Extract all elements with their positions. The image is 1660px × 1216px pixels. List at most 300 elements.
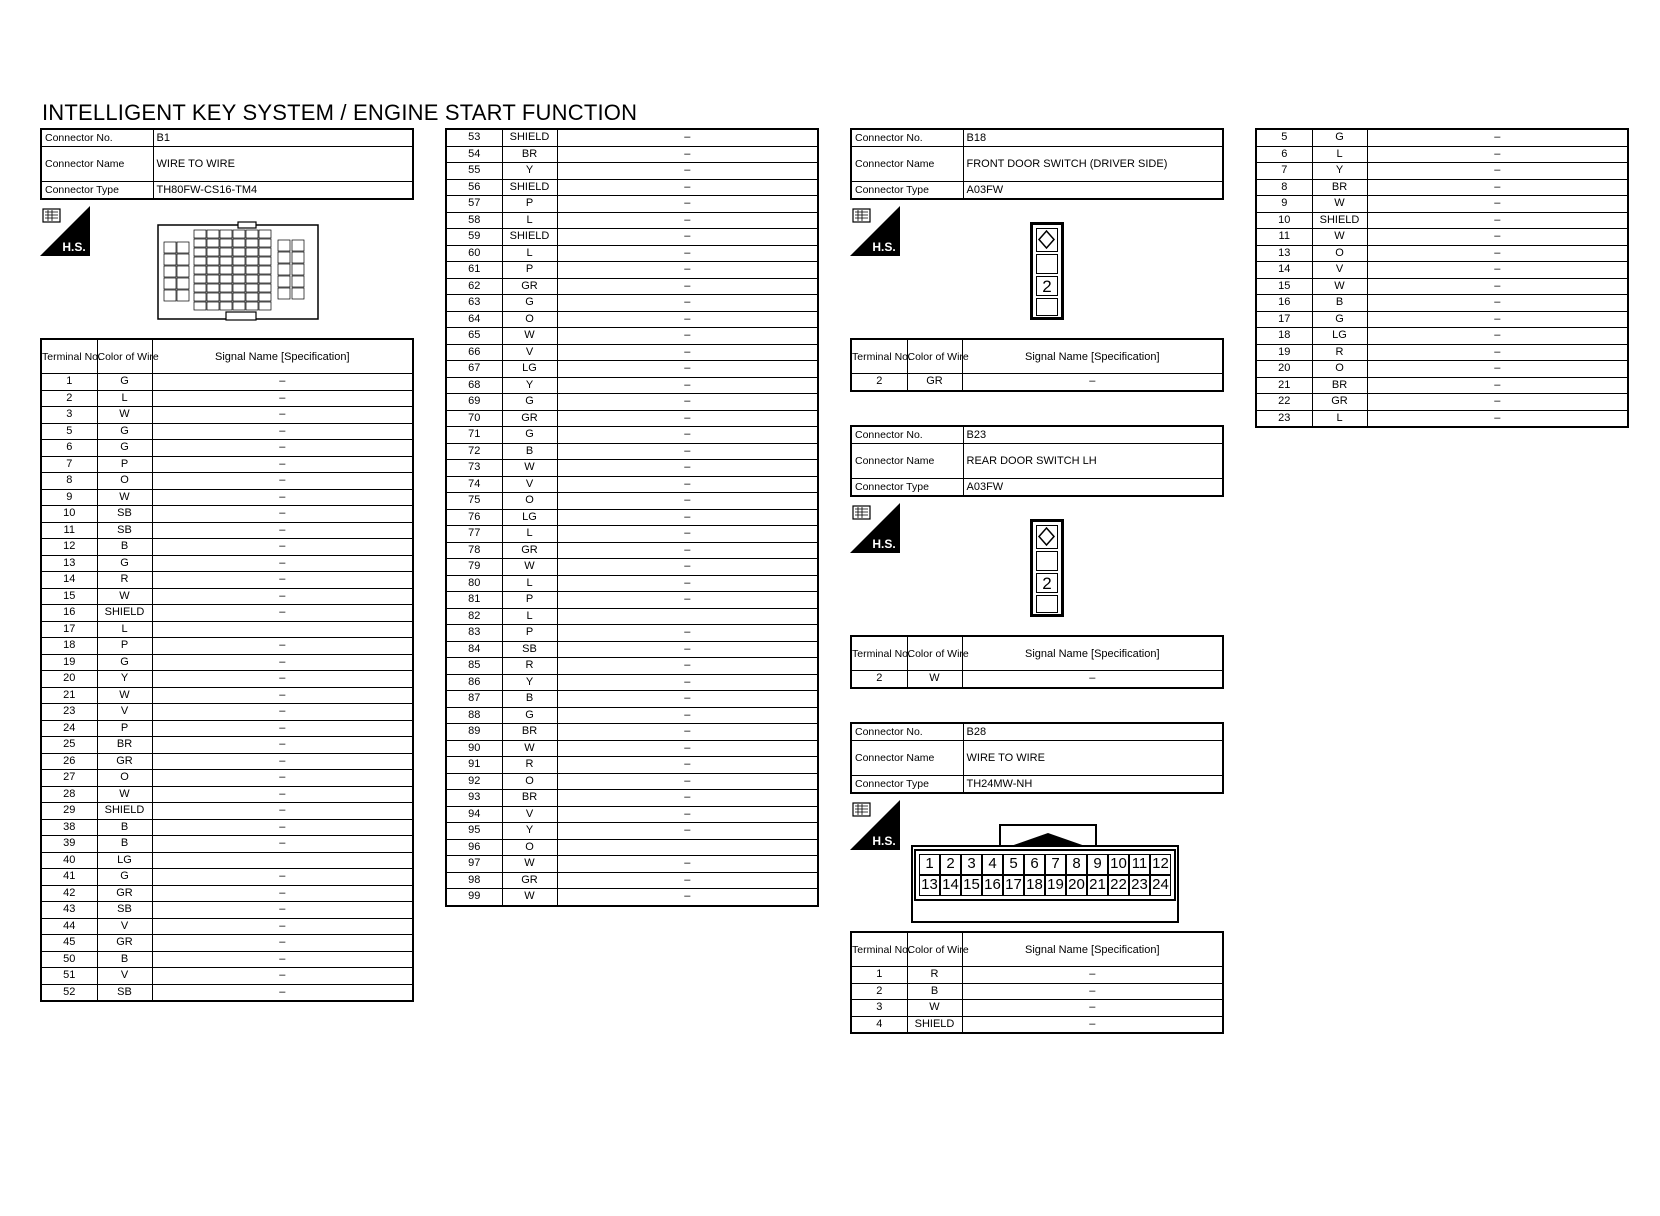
- wire-color-cell: SB: [97, 522, 152, 539]
- signal-name-cell: –: [557, 361, 818, 378]
- terminal-no-cell: 13: [41, 555, 97, 572]
- table-row: [41, 852, 413, 869]
- terminal-no-cell: 75: [446, 493, 502, 510]
- table-row: [446, 295, 818, 312]
- wire-color-cell: LG: [1312, 328, 1367, 345]
- signal-name-cell: –: [152, 869, 413, 886]
- signal-name-cell: –: [152, 654, 413, 671]
- signal-name-cell: –: [962, 1000, 1223, 1017]
- wire-color-cell: GR: [97, 935, 152, 952]
- b28-pin: 21: [1087, 875, 1108, 896]
- signal-name-cell: –: [1367, 196, 1628, 213]
- terminal-no-cell: 12: [41, 539, 97, 556]
- wire-color-cell: GR: [97, 885, 152, 902]
- connector-type-value: A03FW: [963, 479, 1223, 497]
- signal-name-cell: –: [557, 179, 818, 196]
- table-row: [446, 658, 818, 675]
- terminal-no-cell: 13: [1256, 245, 1312, 262]
- signal-name-cell: –: [152, 638, 413, 655]
- signal-name-cell: –: [1367, 212, 1628, 229]
- table-row: [41, 968, 413, 985]
- signal-name-cell: –: [557, 427, 818, 444]
- terminal-no-cell: 44: [41, 918, 97, 935]
- table-row: [446, 625, 818, 642]
- wire-color-cell: SHIELD: [502, 179, 557, 196]
- connector-type-label: Connector Type: [851, 182, 963, 200]
- signal-name-cell: –: [1367, 229, 1628, 246]
- table-row: [446, 212, 818, 229]
- wire-color-cell: SHIELD: [907, 1016, 962, 1033]
- table-row: [446, 674, 818, 691]
- wire-color-cell: O: [1312, 245, 1367, 262]
- connector-name-value: FRONT DOOR SWITCH (DRIVER SIDE): [963, 147, 1223, 182]
- wire-color-cell: G: [97, 440, 152, 457]
- table-row: [446, 559, 818, 576]
- signal-name-cell: –: [557, 559, 818, 576]
- table-row: [41, 687, 413, 704]
- terminal-no-cell: 63: [446, 295, 502, 312]
- terminal-no-cell: 38: [41, 819, 97, 836]
- signal-name-cell: –: [557, 146, 818, 163]
- connector-type-value: A03FW: [963, 182, 1223, 200]
- terminal-no-cell: 41: [41, 869, 97, 886]
- wire-color-cell: BR: [1312, 179, 1367, 196]
- signal-name-cell: –: [152, 522, 413, 539]
- signal-name-cell: –: [1367, 146, 1628, 163]
- wire-color-cell: O: [502, 493, 557, 510]
- wire-color-cell: V: [502, 344, 557, 361]
- signal-name-cell: –: [557, 856, 818, 873]
- signal-name-cell: –: [557, 575, 818, 592]
- terminal-no-cell: 97: [446, 856, 502, 873]
- terminal-no-cell: 26: [41, 753, 97, 770]
- signal-name-cell: –: [1367, 295, 1628, 312]
- table-row: [446, 493, 818, 510]
- table-row: [446, 410, 818, 427]
- wire-color-cell: B: [97, 951, 152, 968]
- b28-pin: 15: [961, 875, 982, 896]
- b28-continued-section: [1255, 128, 1629, 428]
- wire-color-cell: L: [502, 212, 557, 229]
- b28-pin: 13: [919, 875, 940, 896]
- wire-color-cell: BR: [502, 146, 557, 163]
- b28-pin: 24: [1150, 875, 1171, 896]
- signal-name-cell: –: [152, 473, 413, 490]
- terminal-no-cell: 15: [41, 588, 97, 605]
- b28-pin: 2: [940, 854, 961, 875]
- wire-color-cell: L: [1312, 146, 1367, 163]
- wire-color-cell: BR: [1312, 377, 1367, 394]
- wire-color-cell: SHIELD: [1312, 212, 1367, 229]
- table-row: [446, 839, 818, 856]
- terminal-no-cell: 15: [1256, 278, 1312, 295]
- terminal-no-cell: 43: [41, 902, 97, 919]
- terminal-no-cell: 99: [446, 889, 502, 906]
- table-row: [41, 539, 413, 556]
- wire-color-cell: Y: [97, 671, 152, 688]
- terminal-no-cell: 9: [1256, 196, 1312, 213]
- signal-name-cell: –: [557, 806, 818, 823]
- b28-pin: 4: [982, 854, 1003, 875]
- table-row: [41, 605, 413, 622]
- signal-name-cell: –: [152, 440, 413, 457]
- wire-color-cell: P: [97, 720, 152, 737]
- table-row: [1256, 410, 1628, 427]
- terminal-no-cell: 10: [1256, 212, 1312, 229]
- wire-color-cell: R: [502, 757, 557, 774]
- signal-name-cell: –: [962, 1016, 1223, 1033]
- table-row: [851, 1000, 1223, 1017]
- connector-no-value: B18: [963, 129, 1223, 147]
- wire-color-cell: G: [97, 555, 152, 572]
- wire-color-cell: V: [97, 968, 152, 985]
- signal-name-cell: –: [152, 588, 413, 605]
- terminal-no-cell: 59: [446, 229, 502, 246]
- b28-pin: 20: [1066, 875, 1087, 896]
- wire-color-cell: O: [502, 773, 557, 790]
- table-row: [446, 790, 818, 807]
- terminal-no-cell: 19: [41, 654, 97, 671]
- signal-name-cell: –: [557, 542, 818, 559]
- connector-name-value: REAR DOOR SWITCH LH: [963, 444, 1223, 479]
- b28-pin: 18: [1024, 875, 1045, 896]
- terminal-no-cell: 3: [41, 407, 97, 424]
- table-row: [446, 311, 818, 328]
- signal-name-cell: –: [557, 278, 818, 295]
- terminal-no-cell: 83: [446, 625, 502, 642]
- wire-color-cell: W: [97, 489, 152, 506]
- table-row: [41, 572, 413, 589]
- table-row: [41, 737, 413, 754]
- wire-color-cell: W: [502, 460, 557, 477]
- terminal-no-cell: 20: [1256, 361, 1312, 378]
- b18-section: [850, 128, 1224, 200]
- signal-name-cell: [557, 839, 818, 856]
- wire-color-cell: W: [502, 740, 557, 757]
- wire-color-cell: G: [1312, 129, 1367, 146]
- signal-name-cell: –: [557, 658, 818, 675]
- table-row: [446, 129, 818, 146]
- signal-name-cell: –: [962, 983, 1223, 1000]
- signal-name-cell: –: [557, 295, 818, 312]
- terminal-no-cell: 25: [41, 737, 97, 754]
- terminal-no-cell: 57: [446, 196, 502, 213]
- wire-color-cell: W: [97, 588, 152, 605]
- signal-name-cell: –: [557, 641, 818, 658]
- signal-name-cell: –: [557, 740, 818, 757]
- table-row: [41, 836, 413, 853]
- connector-type-value: TH80FW-CS16-TM4: [153, 182, 413, 200]
- terminal-no-header: Terminal No.: [851, 339, 907, 374]
- wire-color-cell: W: [97, 786, 152, 803]
- hs-icon: [850, 206, 900, 256]
- terminal-no-cell: 86: [446, 674, 502, 691]
- wire-color-cell: B: [502, 691, 557, 708]
- signal-name-cell: –: [557, 262, 818, 279]
- wire-color-cell: W: [502, 856, 557, 873]
- signal-name-cell: [557, 608, 818, 625]
- table-row: [41, 803, 413, 820]
- terminal-no-cell: 64: [446, 311, 502, 328]
- signal-name-cell: –: [557, 757, 818, 774]
- b28-pin: 6: [1024, 854, 1045, 875]
- wire-color-cell: BR: [502, 790, 557, 807]
- wire-color-cell: B: [97, 836, 152, 853]
- table-row: [1256, 278, 1628, 295]
- wire-color-cell: B: [502, 443, 557, 460]
- signal-name-cell: –: [152, 968, 413, 985]
- signal-name-cell: –: [557, 773, 818, 790]
- signal-name-cell: –: [1367, 262, 1628, 279]
- table-row: [446, 724, 818, 741]
- terminal-no-cell: 62: [446, 278, 502, 295]
- wire-color-cell: L: [502, 245, 557, 262]
- table-row: [41, 506, 413, 523]
- b28-pin: 22: [1108, 875, 1129, 896]
- terminal-no-cell: 11: [41, 522, 97, 539]
- signal-name-cell: –: [1367, 163, 1628, 180]
- b28-pin: 10: [1108, 854, 1129, 875]
- table-row: [1256, 245, 1628, 262]
- table-row: [41, 753, 413, 770]
- terminal-no-cell: 22: [1256, 394, 1312, 411]
- table-row: [41, 555, 413, 572]
- terminal-no-cell: 19: [1256, 344, 1312, 361]
- signal-name-cell: –: [557, 163, 818, 180]
- wire-color-cell: G: [97, 654, 152, 671]
- color-of-wire-header: Color of Wire: [97, 339, 152, 374]
- signal-name-cell: –: [152, 984, 413, 1001]
- terminal-no-cell: 66: [446, 344, 502, 361]
- signal-name-cell: –: [1367, 361, 1628, 378]
- svg-text:H.S.: H.S.: [872, 537, 896, 551]
- wire-color-cell: LG: [502, 361, 557, 378]
- signal-name-cell: –: [152, 671, 413, 688]
- signal-name-cell: –: [557, 625, 818, 642]
- terminal-no-cell: 85: [446, 658, 502, 675]
- connector-no-label: Connector No.: [851, 426, 963, 444]
- table-row: [446, 740, 818, 757]
- terminal-no-cell: 6: [41, 440, 97, 457]
- table-row: [851, 983, 1223, 1000]
- signal-name-cell: –: [557, 328, 818, 345]
- terminal-no-cell: 24: [41, 720, 97, 737]
- table-row: [851, 967, 1223, 984]
- terminal-no-header: Terminal No.: [851, 636, 907, 671]
- terminal-no-cell: 54: [446, 146, 502, 163]
- signal-name-cell: –: [557, 823, 818, 840]
- wire-color-cell: GR: [97, 753, 152, 770]
- terminal-no-cell: 21: [1256, 377, 1312, 394]
- terminal-no-cell: 80: [446, 575, 502, 592]
- terminal-no-cell: 91: [446, 757, 502, 774]
- wire-color-cell: G: [97, 423, 152, 440]
- terminal-no-cell: 27: [41, 770, 97, 787]
- wire-color-cell: SHIELD: [502, 129, 557, 146]
- b23-connector-face: [1030, 519, 1064, 617]
- b28-section: [850, 722, 1224, 794]
- signal-name-cell: –: [152, 753, 413, 770]
- terminal-no-cell: 90: [446, 740, 502, 757]
- terminal-no-cell: 2: [851, 374, 907, 391]
- signal-name-cell: –: [557, 129, 818, 146]
- table-row: [851, 374, 1223, 391]
- wire-color-cell: W: [907, 671, 962, 688]
- b28-pin: 3: [961, 854, 982, 875]
- terminal-no-cell: 23: [41, 704, 97, 721]
- wire-color-cell: SHIELD: [502, 229, 557, 246]
- signal-name-cell: –: [557, 377, 818, 394]
- wire-color-cell: R: [502, 658, 557, 675]
- terminal-no-cell: 76: [446, 509, 502, 526]
- table-row: [1256, 361, 1628, 378]
- wire-color-cell: P: [502, 625, 557, 642]
- signal-name-cell: –: [557, 443, 818, 460]
- wire-color-cell: G: [502, 295, 557, 312]
- connector-name-value: WIRE TO WIRE: [963, 741, 1223, 776]
- table-row: [446, 641, 818, 658]
- terminal-no-cell: 11: [1256, 229, 1312, 246]
- connector-name-label: Connector Name: [851, 444, 963, 479]
- wire-color-cell: SB: [502, 641, 557, 658]
- b23-pin-label: 2: [1042, 574, 1052, 593]
- signal-name-header: Signal Name [Specification]: [962, 339, 1223, 374]
- wire-color-cell: W: [97, 687, 152, 704]
- wire-color-cell: R: [907, 967, 962, 984]
- terminal-no-cell: 14: [1256, 262, 1312, 279]
- terminal-no-cell: 51: [41, 968, 97, 985]
- signal-name-cell: –: [557, 212, 818, 229]
- signal-name-cell: –: [962, 374, 1223, 391]
- table-row: [41, 588, 413, 605]
- signal-name-cell: –: [1367, 278, 1628, 295]
- table-row: [1256, 196, 1628, 213]
- wire-color-cell: Y: [502, 674, 557, 691]
- table-row: [41, 374, 413, 391]
- wire-color-cell: G: [97, 374, 152, 391]
- wire-color-cell: GR: [1312, 394, 1367, 411]
- terminal-no-cell: 61: [446, 262, 502, 279]
- table-row: [41, 522, 413, 539]
- b18-terminal-table: [850, 338, 1224, 392]
- signal-name-cell: –: [152, 885, 413, 902]
- terminal-no-header: Terminal No.: [851, 932, 907, 967]
- signal-name-cell: –: [152, 935, 413, 952]
- wire-color-cell: P: [502, 592, 557, 609]
- table-row: [41, 423, 413, 440]
- terminal-no-cell: 6: [1256, 146, 1312, 163]
- table-row: [446, 476, 818, 493]
- terminal-no-cell: 72: [446, 443, 502, 460]
- table-row: [1256, 328, 1628, 345]
- terminal-no-cell: 2: [41, 390, 97, 407]
- b18-connector-face: [1030, 222, 1064, 320]
- signal-name-cell: –: [152, 819, 413, 836]
- table-row: [446, 245, 818, 262]
- terminal-no-cell: 17: [41, 621, 97, 638]
- terminal-no-cell: 77: [446, 526, 502, 543]
- wire-color-cell: O: [97, 473, 152, 490]
- terminal-no-cell: 82: [446, 608, 502, 625]
- wire-color-cell: SB: [97, 902, 152, 919]
- signal-name-cell: –: [557, 889, 818, 906]
- table-row: [446, 377, 818, 394]
- wire-color-cell: G: [1312, 311, 1367, 328]
- terminal-no-cell: 2: [851, 983, 907, 1000]
- table-row: [41, 720, 413, 737]
- terminal-no-cell: 4: [851, 1016, 907, 1033]
- table-row: [851, 671, 1223, 688]
- b28-pin: 14: [940, 875, 961, 896]
- signal-name-cell: –: [557, 526, 818, 543]
- wire-color-cell: O: [502, 839, 557, 856]
- b1-terminal-table: [40, 338, 414, 1002]
- signal-name-cell: –: [152, 555, 413, 572]
- wire-color-cell: B: [97, 539, 152, 556]
- wire-color-cell: W: [1312, 229, 1367, 246]
- terminal-no-cell: 23: [1256, 410, 1312, 427]
- wire-color-cell: GR: [502, 542, 557, 559]
- terminal-no-cell: 60: [446, 245, 502, 262]
- wire-color-cell: L: [97, 390, 152, 407]
- terminal-no-cell: 8: [1256, 179, 1312, 196]
- table-row: [41, 885, 413, 902]
- signal-name-cell: –: [152, 720, 413, 737]
- wire-color-cell: V: [502, 476, 557, 493]
- signal-name-cell: –: [557, 872, 818, 889]
- signal-name-cell: –: [152, 836, 413, 853]
- wire-color-cell: B: [907, 983, 962, 1000]
- terminal-no-cell: 5: [1256, 129, 1312, 146]
- wire-color-cell: W: [502, 889, 557, 906]
- signal-name-cell: –: [1367, 328, 1628, 345]
- signal-name-cell: –: [557, 592, 818, 609]
- terminal-no-cell: 52: [41, 984, 97, 1001]
- table-row: [1256, 179, 1628, 196]
- connector-no-label: Connector No.: [851, 723, 963, 741]
- table-row: [446, 196, 818, 213]
- table-row: [41, 918, 413, 935]
- wire-color-cell: GR: [502, 410, 557, 427]
- table-row: [41, 902, 413, 919]
- terminal-no-cell: 40: [41, 852, 97, 869]
- wire-color-cell: L: [502, 608, 557, 625]
- terminal-no-cell: 53: [446, 129, 502, 146]
- signal-name-cell: –: [152, 506, 413, 523]
- terminal-no-cell: 70: [446, 410, 502, 427]
- b18-pin-label: 2: [1042, 277, 1052, 296]
- signal-name-cell: –: [557, 493, 818, 510]
- table-row: [1256, 377, 1628, 394]
- signal-name-cell: –: [557, 674, 818, 691]
- wire-color-cell: V: [97, 704, 152, 721]
- signal-name-header: Signal Name [Specification]: [152, 339, 413, 374]
- terminal-no-cell: 96: [446, 839, 502, 856]
- signal-name-cell: –: [152, 539, 413, 556]
- wire-color-cell: W: [1312, 196, 1367, 213]
- table-row: [446, 691, 818, 708]
- signal-name-cell: [152, 621, 413, 638]
- signal-name-header: Signal Name [Specification]: [962, 636, 1223, 671]
- wire-color-cell: W: [97, 407, 152, 424]
- wire-color-cell: W: [907, 1000, 962, 1017]
- signal-name-cell: –: [557, 245, 818, 262]
- wire-color-cell: P: [502, 262, 557, 279]
- table-row: [41, 390, 413, 407]
- table-row: [41, 984, 413, 1001]
- signal-name-cell: –: [152, 489, 413, 506]
- table-row: [446, 707, 818, 724]
